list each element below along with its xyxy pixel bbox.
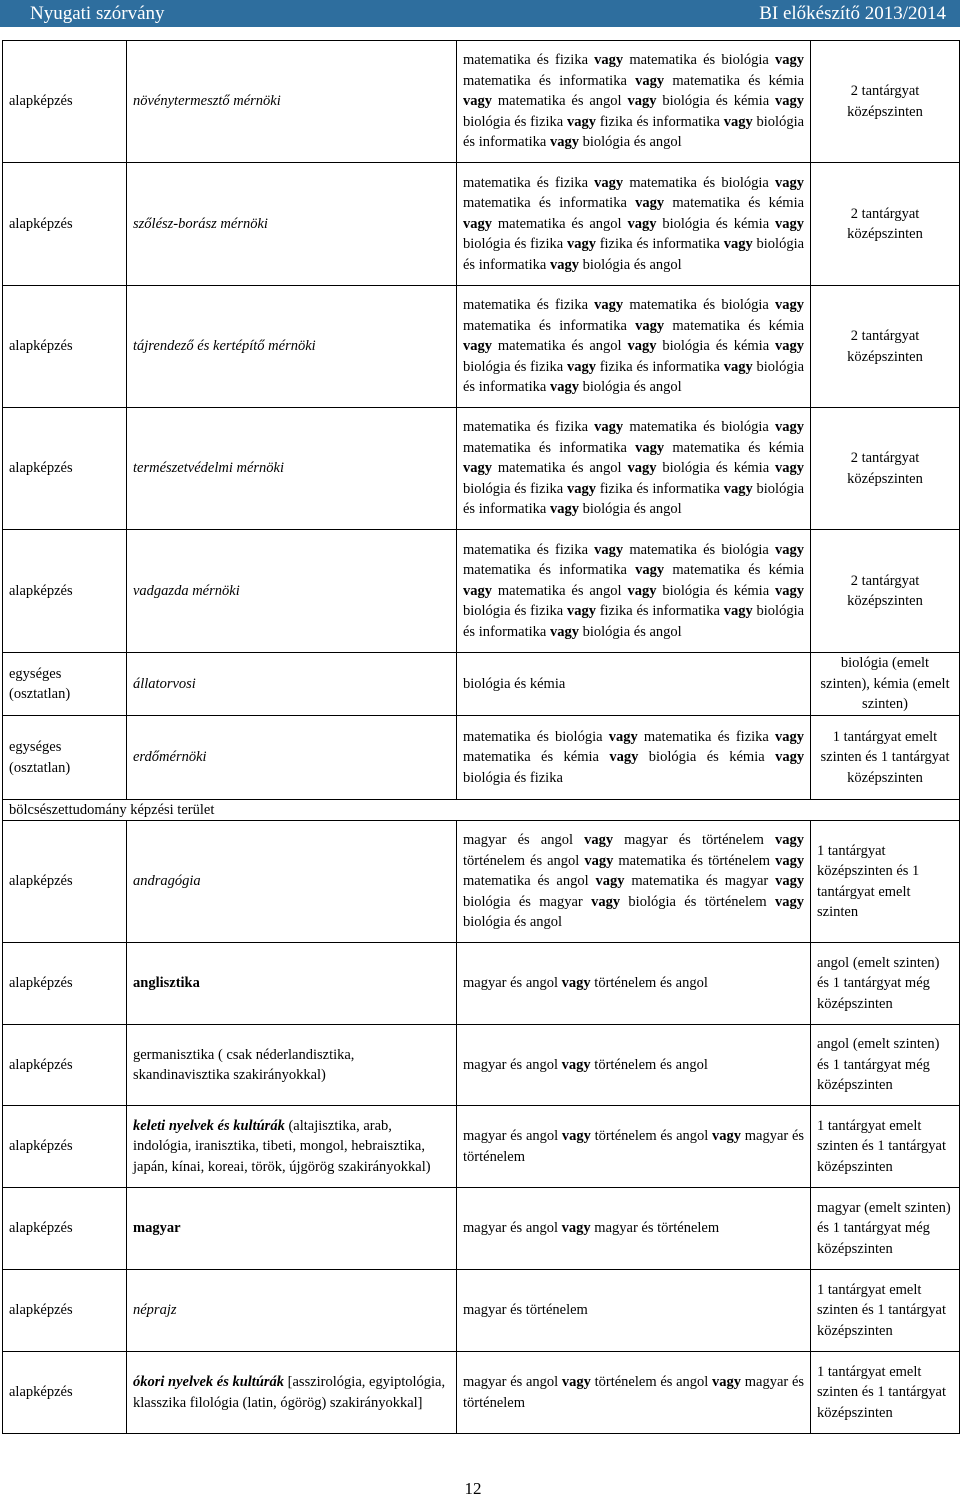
table-row [3,408,960,530]
requirements: magyar és angol vagy történelem és angol [457,943,811,1025]
table-row [3,821,960,943]
requirements: matematika és fizika vagy matematika és biológia vagy matematika és informatika vagy matematika és kémia vagy matematika és angol vagy biológia és kémia vagy biológia és fizika vagy fizika és informatika vagy biológia és informatika vagy biológia és angol [457,530,811,653]
level-requirement: 2 tantárgyat középszinten [811,41,960,163]
training-type: alapképzés [3,1352,127,1434]
program-name: vadgazda mérnöki [127,530,457,653]
page-number: 12 [464,1479,482,1498]
training-type: alapképzés [3,1188,127,1270]
requirements: magyar és angol vagy történelem és angol vagy magyar és történelem [457,1352,811,1434]
training-type: alapképzés [3,163,127,286]
level-requirement: biológia (emelt szinten), kémia (emelt szinten) [811,653,960,716]
requirements: magyar és angol vagy történelem és angol [457,1025,811,1106]
training-type: alapképzés [3,41,127,163]
program-name: tájrendező és kertépítő mérnöki [127,286,457,408]
requirements: magyar és történelem [457,1270,811,1352]
requirements: magyar és angol vagy történelem és angol vagy magyar és történelem [457,1106,811,1188]
requirements: matematika és fizika vagy matematika és biológia vagy matematika és informatika vagy matematika és kémia vagy matematika és angol vagy biológia és kémia vagy biológia és fizika vagy fizika és informatika vagy biológia és informatika vagy biológia és angol [457,163,811,286]
page-header [0,0,960,27]
program-name: néprajz [127,1270,457,1352]
requirements: magyar és angol vagy magyar és történelem vagy történelem és angol vagy matematika és történelem vagy matematika és angol vagy matematika és magyar vagy biológia és magyar vagy biológia és történelem vagy biológia és angol [457,821,811,943]
requirements: matematika és biológia vagy matematika és fizika vagy matematika és kémia vagy biológia és kémia vagy biológia és fizika [457,716,811,800]
table-row [3,653,960,716]
program-name: természetvédelmi mérnöki [127,408,457,530]
level-requirement: angol (emelt szinten) és 1 tantárgyat még középszinten [811,1025,960,1106]
program-name: anglisztika [127,943,457,1025]
requirements: matematika és fizika vagy matematika és biológia vagy matematika és informatika vagy matematika és kémia vagy matematika és angol vagy biológia és kémia vagy biológia és fizika vagy fizika és informatika vagy biológia és informatika vagy biológia és angol [457,286,811,408]
level-requirement: 1 tantárgyat emelt szinten és 1 tantárgyat középszinten [811,1270,960,1352]
training-type: alapképzés [3,408,127,530]
training-type: egységes (osztatlan) [3,716,127,800]
program-name: ókori nyelvek és kultúrák [asszirológia, egyiptológia, klasszika filológia (latin, ógörög) szakirányokkal] [127,1352,457,1434]
requirements: magyar és angol vagy magyar és történelem [457,1188,811,1270]
program-name: erdőmérnöki [127,716,457,800]
requirements: matematika és fizika vagy matematika és biológia vagy matematika és informatika vagy matematika és kémia vagy matematika és angol vagy biológia és kémia vagy biológia és fizika vagy fizika és informatika vagy biológia és informatika vagy biológia és angol [457,41,811,163]
requirements: matematika és fizika vagy matematika és biológia vagy matematika és informatika vagy matematika és kémia vagy matematika és angol vagy biológia és kémia vagy biológia és fizika vagy fizika és informatika vagy biológia és informatika vagy biológia és angol [457,408,811,530]
level-requirement: 1 tantárgyat emelt szinten és 1 tantárgyat középszinten [811,1106,960,1188]
table-row [3,716,960,800]
program-name: állatorvosi [127,653,457,716]
admission-table [2,40,960,1434]
level-requirement: magyar (emelt szinten) és 1 tantárgyat még középszinten [811,1188,960,1270]
training-type: egységes (osztatlan) [3,653,127,716]
header-left: Nyugati szórvány [30,2,165,24]
training-type: alapképzés [3,943,127,1025]
table-row [3,1188,960,1270]
table-row [3,1025,960,1106]
table-row [3,286,960,408]
training-type: alapképzés [3,821,127,943]
level-requirement: 2 tantárgyat középszinten [811,408,960,530]
requirements: biológia és kémia [457,653,811,716]
training-type: alapképzés [3,1106,127,1188]
table-row [3,1270,960,1352]
level-requirement: 1 tantárgyat középszinten és 1 tantárgyat emelt szinten [811,821,960,943]
training-type: alapképzés [3,1270,127,1352]
training-type: alapképzés [3,1025,127,1106]
table-row [3,530,960,653]
table-row [3,41,960,163]
program-name: andragógia [127,821,457,943]
table-row [3,163,960,286]
table-row [3,1352,960,1434]
level-requirement: 2 tantárgyat középszinten [811,286,960,408]
table-row [3,1106,960,1188]
section-title: bölcsészettudomány képzési terület [3,800,960,821]
level-requirement: 1 tantárgyat emelt szinten és 1 tantárgyat középszinten [811,1352,960,1434]
level-requirement: 2 tantárgyat középszinten [811,530,960,653]
table-row [3,943,960,1025]
level-requirement: 2 tantárgyat középszinten [811,163,960,286]
section-row [3,800,960,821]
training-type: alapképzés [3,286,127,408]
header-right: BI előkészítő 2013/2014 [759,2,946,24]
training-type: alapképzés [3,530,127,653]
level-requirement: angol (emelt szinten) és 1 tantárgyat még középszinten [811,943,960,1025]
program-name: növénytermesztő mérnöki [127,41,457,163]
program-name: szőlész-borász mérnöki [127,163,457,286]
program-name: magyar [127,1188,457,1270]
level-requirement: 1 tantárgyat emelt szinten és 1 tantárgyat középszinten [811,716,960,800]
program-name: keleti nyelvek és kultúrák (altajisztika, arab, indológia, iranisztika, tibeti, mongol, hebraisztika, japán, kínai, koreai, török, újgörög szakirányokkal) [127,1106,457,1188]
program-name: germanisztika ( csak néderlandisztika, skandinavisztika szakirányokkal) [127,1025,457,1106]
